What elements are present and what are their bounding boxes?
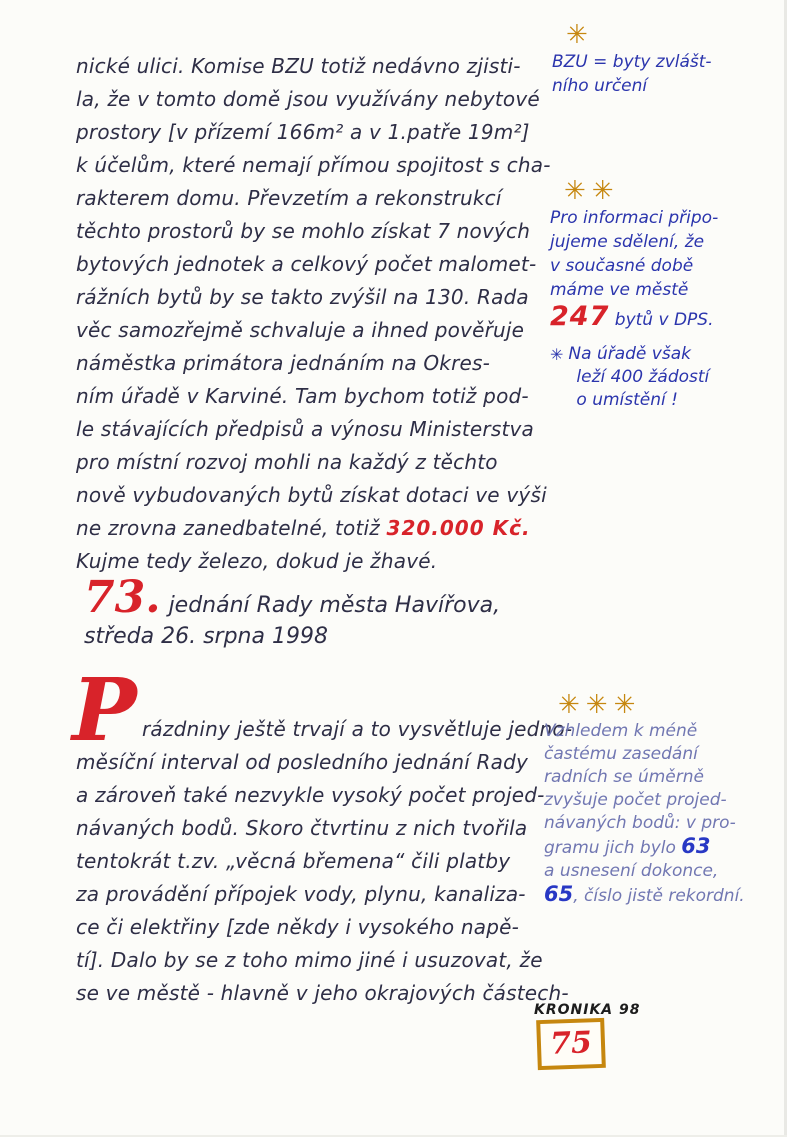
resolutions-count: 65 (544, 882, 574, 906)
resolutions-suffix: , číslo jistě rekordní. (573, 886, 745, 906)
star-icon: ✳ (613, 690, 642, 720)
note-line: o umístění ! (576, 390, 678, 410)
text-line: a zároveň také nezvykle vysoký počet projed- (76, 783, 545, 807)
text-line: měsíční interval od posledního jednání Rady (76, 750, 529, 774)
margin-note-dps (550, 176, 785, 412)
subsidy-amount: 320.000 Kč. (386, 516, 531, 540)
star-icon: ✳ (591, 176, 620, 206)
session-date: středa 26. srpna 1998 (84, 624, 328, 649)
text-line: pro místní rozvoj mohli na každý z těchto (76, 450, 498, 474)
note-line: zvyšuje počet projed- (544, 790, 727, 810)
note-line: Pro informaci připo- (550, 208, 719, 228)
note-line: Vzhledem k méně (544, 721, 698, 741)
text-line: tentokrát t.zv. „věcná břemena“ čili platby (76, 849, 511, 873)
resolutions-count-line (544, 883, 784, 908)
text-line: nické ulici. Komise BZU totiž nedávno zjisti- (76, 54, 521, 78)
text-line: nově vybudovaných bytů získat dotaci ve výši (76, 483, 547, 507)
text-line-with-amount (76, 512, 548, 545)
agenda-count-line (544, 835, 784, 860)
text-line: návaných bodů. Skoro čtvrtinu z nich tvořila (76, 816, 528, 840)
session-heading (84, 572, 501, 649)
note-line: leží 400 žádostí (576, 367, 710, 387)
margin-subnote-requests (550, 343, 785, 412)
text-line: Kujme tedy železo, dokud je žhavé. (76, 549, 438, 573)
margin-note-bzu (552, 20, 782, 98)
text-line: rázdniny ještě trvají a to vysvětluje jedno- (142, 717, 573, 741)
agenda-count: 63 (681, 834, 711, 858)
note-line: návaných bodů: v pro- (544, 813, 736, 833)
note-line: jujeme sdělení, že (550, 232, 705, 252)
star-icon: ✳ (550, 345, 564, 364)
page-number-box (536, 1018, 606, 1070)
note-line: častému zasedání (544, 744, 698, 764)
text-line: těchto prostorů by se mohlo získat 7 nových (76, 219, 531, 243)
dps-count-suffix: bytů v DPS. (609, 310, 714, 330)
text-line: k účelům, které nemají přímou spojitost s cha- (76, 153, 551, 177)
chronicle-label: KRONIKA 98 (534, 1002, 641, 1018)
text-line: za provádění přípojek vody, plynu, kanaliza- (76, 882, 526, 906)
dps-count-line (550, 302, 785, 335)
note-line: ního určení (552, 76, 648, 96)
note-line: a usnesení dokonce, (544, 861, 719, 881)
text-line: le stávajících předpisů a výnosu Ministerstva (76, 417, 534, 441)
text-line: ce či elektřiny [zde někdy i vysokého napě- (76, 915, 520, 939)
one-star-marker (552, 20, 782, 50)
note-line: Na úřadě však (568, 344, 691, 364)
text-line: věc samozřejmě schvaluje a ihned pověřuje (76, 318, 525, 342)
session-number: 73. (84, 572, 161, 623)
text-line: se ve městě - hlavně v jeho okrajových částech- (76, 981, 569, 1005)
star-icon: ✳ (558, 690, 586, 720)
page-number: 75 (549, 1025, 593, 1062)
two-star-marker (550, 176, 785, 206)
amount-prefix: ne zrovna zanedbatelné, totiž (76, 516, 387, 540)
star-icon: ✳ (566, 20, 594, 50)
note-line: v současné době (550, 256, 694, 276)
text-line: la, že v tomto domě jsou využívány nebytové (76, 87, 540, 111)
dropcap-initial: P (72, 660, 137, 761)
text-line: rakterem domu. Převzetím a rekonstrukcí (76, 186, 502, 210)
star-icon: ✳ (585, 690, 614, 720)
text-line: náměstka primátora jednáním na Okres- (76, 351, 491, 375)
agenda-prefix: gramu jich bylo (544, 838, 682, 858)
star-icon: ✳ (564, 176, 592, 206)
text-line: bytových jednotek a celkový počet malomet- (76, 252, 537, 276)
main-paragraph-1 (76, 50, 551, 578)
three-star-marker (544, 690, 784, 720)
text-line: prostory [v přízemí 166m² a v 1.patře 19m²] (76, 120, 530, 144)
session-title: jednání Rady města Havířova, (168, 593, 501, 618)
note-line: radních se úměrně (544, 767, 704, 787)
margin-note-agenda (544, 690, 784, 908)
note-line: máme ve městě (550, 280, 689, 300)
text-line: tí]. Dalo by se z toho mimo jiné i usuzovat, že (76, 948, 543, 972)
dps-count: 247 (550, 301, 610, 332)
note-line: BZU = byty zvlášt- (552, 52, 712, 72)
text-line: rážních bytů by se takto zvýšil na 130. Rada (76, 285, 529, 309)
text-line: ním úřadě v Karviné. Tam bychom totiž pod- (76, 384, 529, 408)
